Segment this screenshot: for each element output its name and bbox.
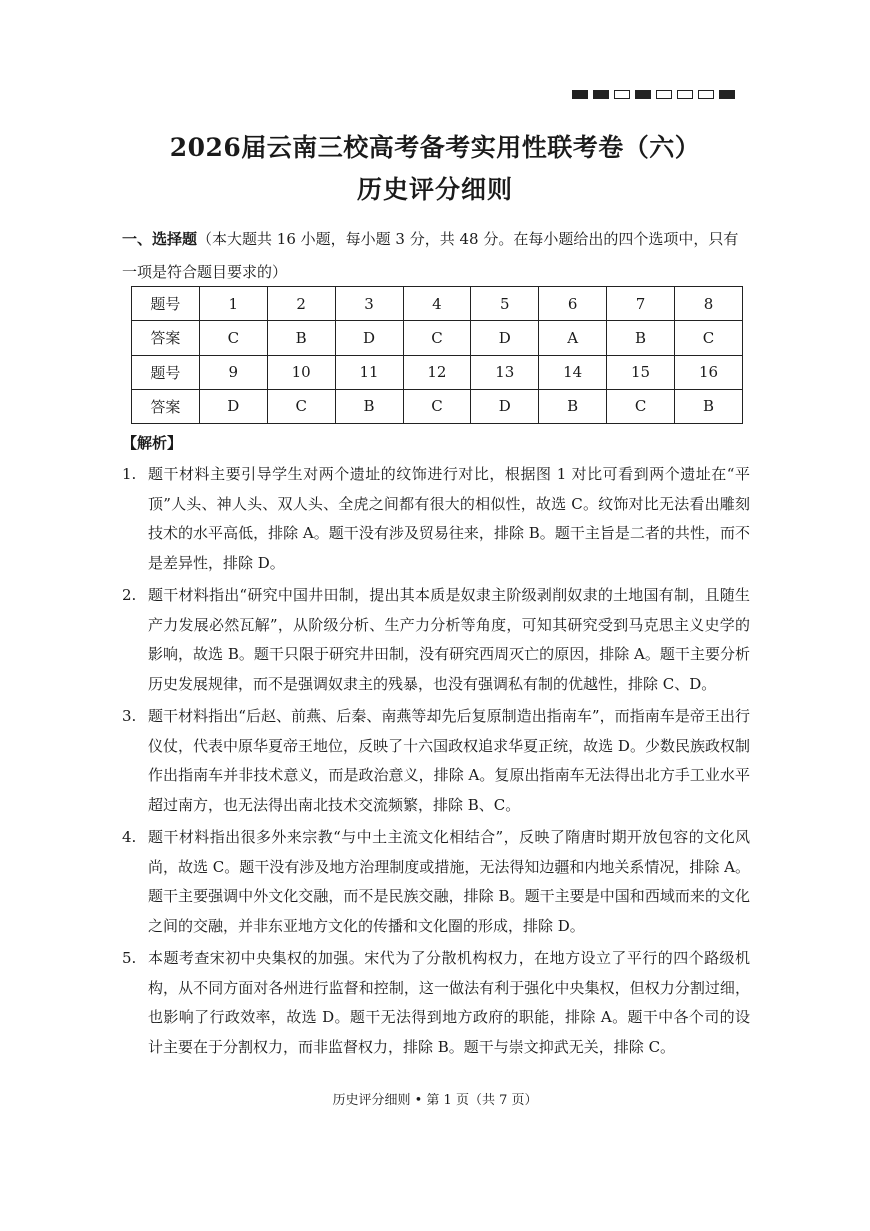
item-text: 题干材料指出“研究中国井田制，提出其本质是奴隶主阶级剥削奴隶的土地国有制，且随生产力发展必然瓦解”，从阶级分析、生产力分析等角度，可知其研究受到马克思主义史学的影响，故选 B。题干只限于研究井田制，没有研究西周灭亡的原因，排除 A。题干主要分析历史发展规律，而不是强调奴隶主的残暴，也没有强调私有制的优越性，排除 C、D。 <box>148 586 750 693</box>
document-title: 2026届云南三校高考备考实用性联考卷（六） <box>169 133 701 162</box>
exam-code-marks <box>572 90 735 99</box>
table-cell: D <box>335 321 403 355</box>
item-text: 题干材料指出“后赵、前燕、后秦、南燕等却先后复原制造出指南车”，而指南车是帝王出行仪仗，代表中原华夏帝王地位，反映了十六国政权追求华夏正统，故选 D。少数民族政权制作出指南车并非技术意义，而是政治意义，排除 A。复原出指南车无法得出北方手工业水平超过南方，也无法得出南北技术交流频繁，排除 B、C。 <box>148 707 750 814</box>
table-cell: 答案 <box>132 321 200 355</box>
answer-table <box>131 286 743 424</box>
item-number: 5. <box>122 949 137 967</box>
table-cell: C <box>675 321 743 355</box>
table-cell: A <box>539 321 607 355</box>
code-mark <box>719 90 735 99</box>
table-cell: 11 <box>335 355 403 389</box>
item-number: 1. <box>122 465 137 483</box>
table-row <box>132 389 743 423</box>
table-row <box>132 355 743 389</box>
item-text: 题干材料主要引导学生对两个遗址的纹饰进行对比，根据图 1 对比可看到两个遗址在“平顶”人头、神人头、双人头、全虎之间都有很大的相似性，故选 C。纹饰对比无法看出雕刻技术的水平高低，排除 A。题干没有涉及贸易往来，排除 B。题干主旨是二者的共性，而不是差异性，排除 D。 <box>148 465 750 572</box>
table-cell: 16 <box>675 355 743 389</box>
code-mark <box>677 90 693 99</box>
analysis-heading: 【解析】 <box>122 434 183 452</box>
table-cell: B <box>267 321 335 355</box>
table-row <box>132 287 743 321</box>
table-cell: 5 <box>471 287 539 321</box>
table-cell: 13 <box>471 355 539 389</box>
table-cell: 12 <box>403 355 471 389</box>
page-footer: 历史评分细则 • 第 1 页（共 7 页） <box>332 1093 538 1108</box>
table-cell: 4 <box>403 287 471 321</box>
item-number: 4. <box>122 828 137 846</box>
table-cell: 6 <box>539 287 607 321</box>
section-heading: 一、选择题 <box>122 230 198 248</box>
code-mark <box>635 90 651 99</box>
table-cell: 10 <box>267 355 335 389</box>
item-text: 题干材料指出很多外来宗教“与中土主流文化相结合”，反映了隋唐时期开放包容的文化风尚，故选 C。题干没有涉及地方治理制度或措施，无法得知边疆和内地关系情况，排除 A。题干主要强调中外文化交融，而不是民族交融，排除 B。题干主要是中国和西域而来的文化之间的交融，并非东亚地方文化的传播和文化圈的形成，排除 D。 <box>148 828 750 935</box>
table-row <box>132 321 743 355</box>
table-cell: C <box>267 389 335 423</box>
table-cell: C <box>403 321 471 355</box>
item-number: 2. <box>122 586 137 604</box>
document-subtitle: 历史评分细则 <box>356 175 513 204</box>
table-cell: 3 <box>335 287 403 321</box>
code-mark <box>614 90 630 99</box>
table-cell: D <box>471 321 539 355</box>
table-cell: C <box>403 389 471 423</box>
table-cell: 题号 <box>132 287 200 321</box>
list-item <box>122 823 750 941</box>
table-cell: 14 <box>539 355 607 389</box>
item-number: 3. <box>122 707 137 725</box>
code-mark <box>572 90 588 99</box>
table-cell: B <box>539 389 607 423</box>
table-cell: 答案 <box>132 389 200 423</box>
list-item <box>122 581 750 699</box>
table-cell: D <box>471 389 539 423</box>
table-cell: C <box>607 389 675 423</box>
table-cell: 9 <box>199 355 267 389</box>
item-text: 本题考查宋初中央集权的加强。宋代为了分散机构权力，在地方设立了平行的四个路级机构，从不同方面对各州进行监督和控制，这一做法有利于强化中央集权，但权力分割过细，也影响了行政效率，故选 D。题干无法得到地方政府的职能，排除 A。题干中各个司的设计主要在于分割权力，而非监督权力，排除 B。题干与崇文抑武无关，排除 C。 <box>148 949 750 1056</box>
code-mark <box>656 90 672 99</box>
code-mark <box>593 90 609 99</box>
list-item <box>122 944 750 1062</box>
table-cell: D <box>199 389 267 423</box>
table-cell: B <box>335 389 403 423</box>
table-cell: B <box>607 321 675 355</box>
table-cell: B <box>675 389 743 423</box>
list-item <box>122 702 750 820</box>
table-cell: 15 <box>607 355 675 389</box>
section-note: （本大题共 16 小题，每小题 3 分，共 48 分。在每小题给出的四个选项中，只有一项是符合题目要求的） <box>122 230 739 281</box>
section-intro <box>122 223 750 289</box>
table-cell: 8 <box>675 287 743 321</box>
code-mark <box>698 90 714 99</box>
table-cell: C <box>199 321 267 355</box>
table-cell: 1 <box>199 287 267 321</box>
table-cell: 题号 <box>132 355 200 389</box>
list-item <box>122 460 750 578</box>
table-cell: 2 <box>267 287 335 321</box>
table-cell: 7 <box>607 287 675 321</box>
analysis-list <box>122 460 750 1065</box>
